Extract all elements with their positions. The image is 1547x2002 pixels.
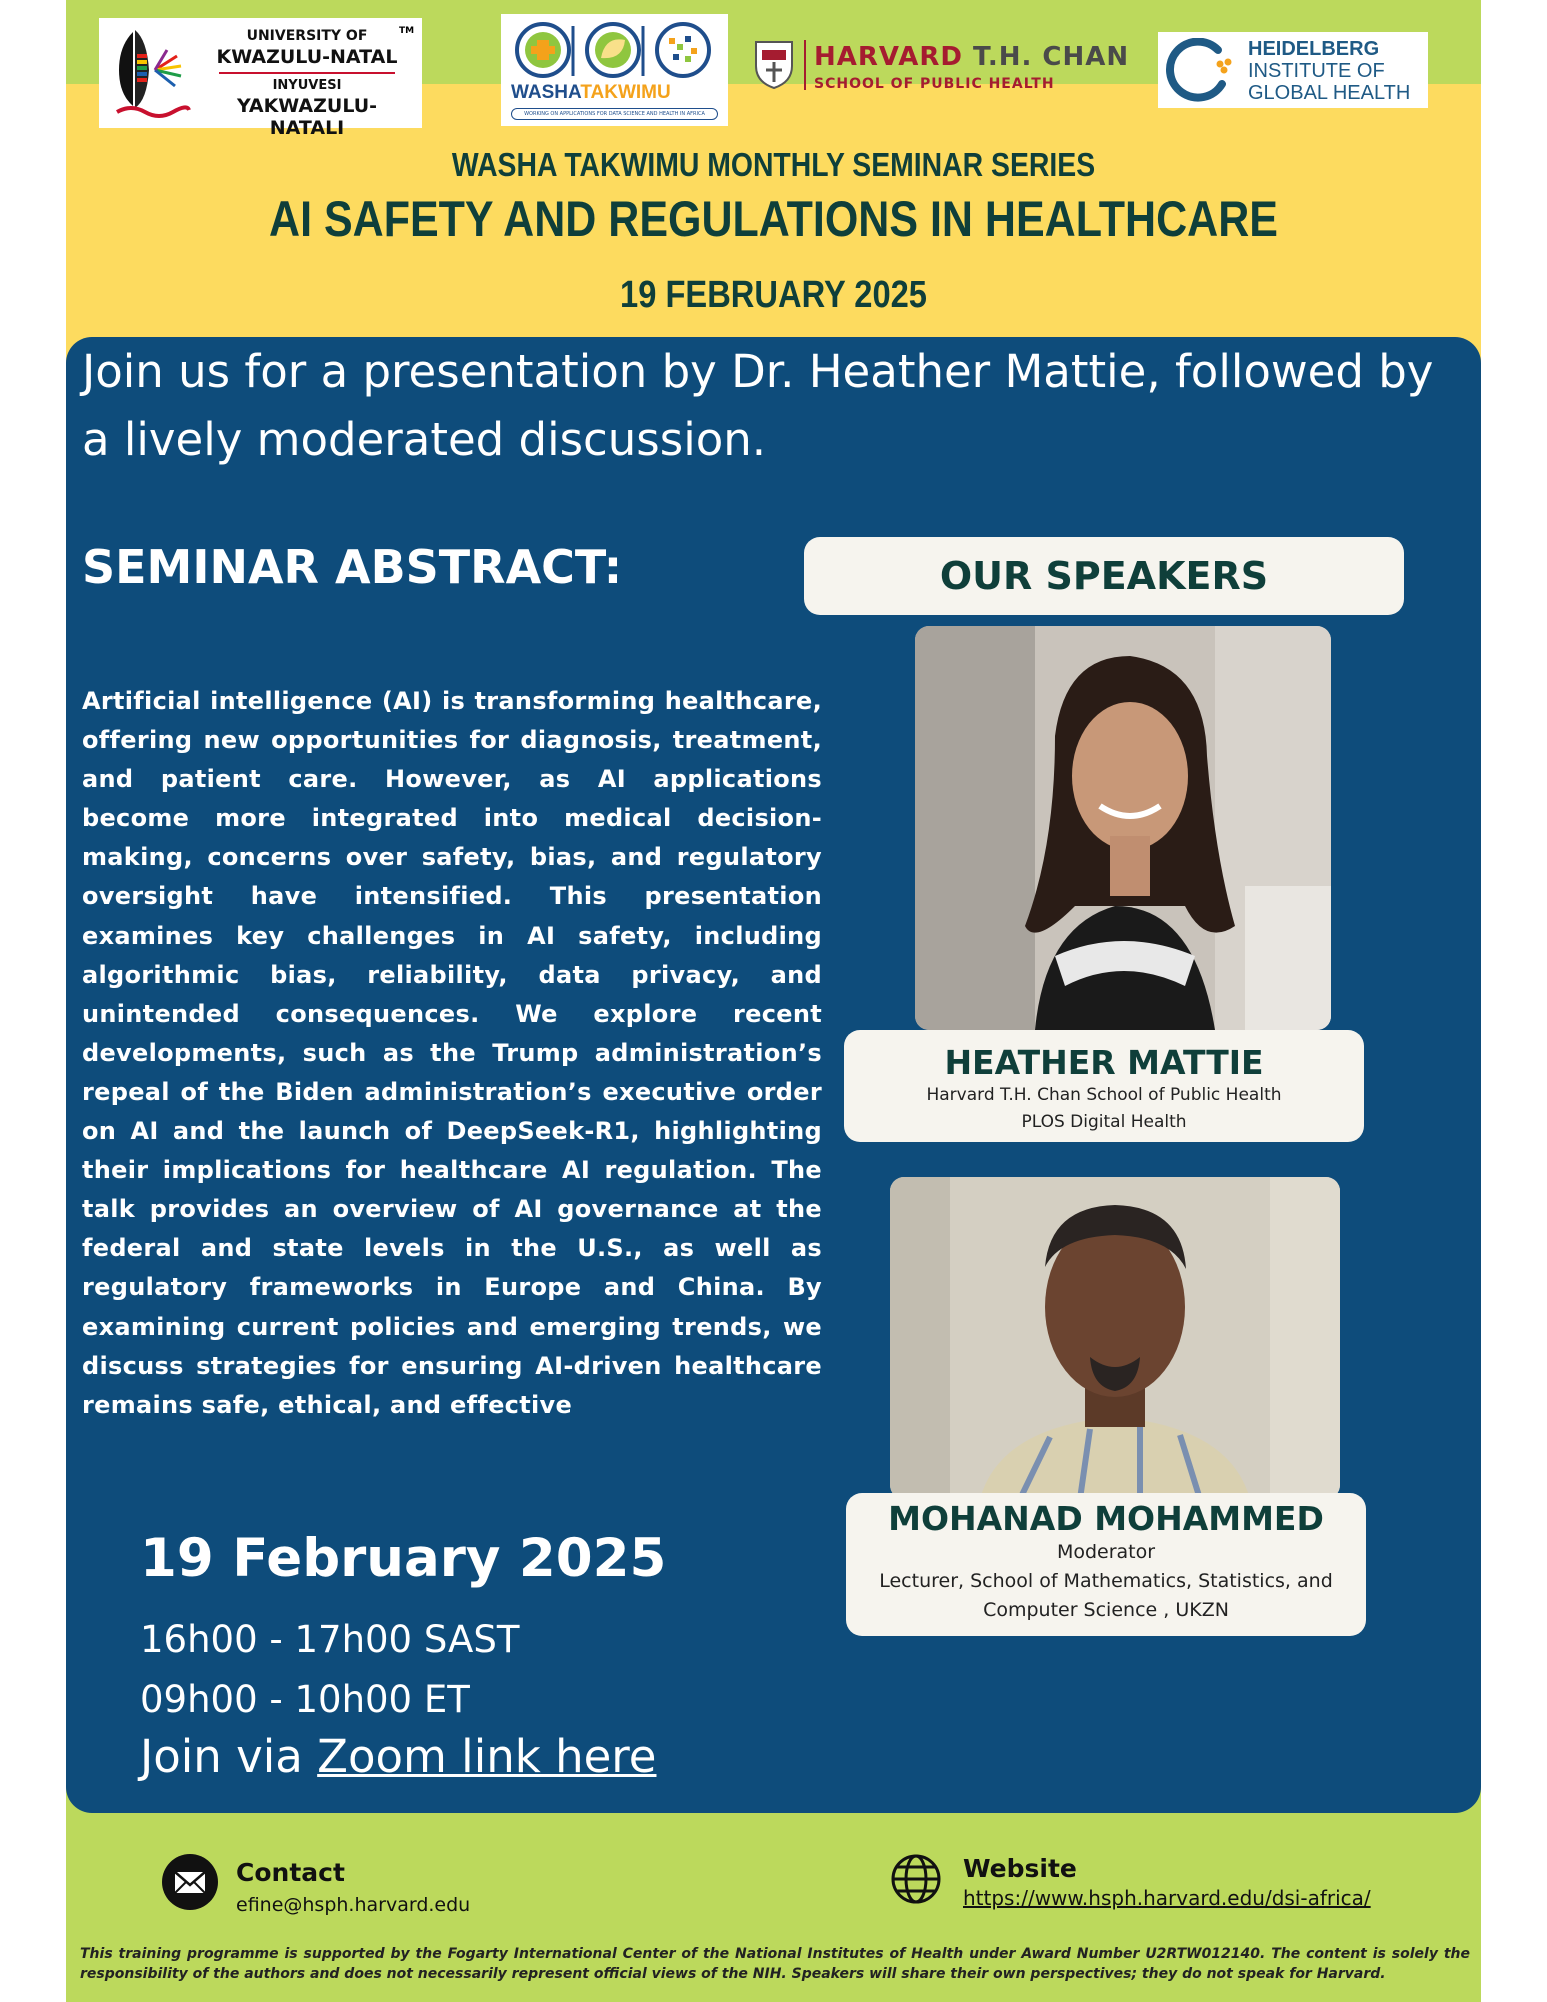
speaker-card-mohanad — [846, 1493, 1366, 1636]
speaker-affiliation: Computer Science , UKZN — [983, 1599, 1229, 1621]
join-prefix: Join via — [140, 1730, 318, 1783]
zoom-link[interactable]: Zoom link here — [317, 1730, 657, 1783]
speaker-name: HEATHER MATTIE — [944, 1043, 1264, 1082]
harvard-logo — [754, 40, 1130, 100]
heidelberg-line3: GLOBAL HEALTH — [1248, 82, 1411, 104]
harvard-subtitle: SCHOOL OF PUBLIC HEALTH — [814, 76, 1055, 92]
speaker-affiliation: Lecturer, School of Mathematics, Statistics, and — [879, 1570, 1333, 1592]
ukzn-logo — [99, 18, 422, 139]
series-title: WASHA TAKWIMU MONTHLY SEMINAR SERIES — [451, 146, 1096, 183]
speaker-affiliation: Harvard T.H. Chan School of Public Health — [926, 1085, 1282, 1105]
event-time-sast: 16h00 - 17h00 SAST — [140, 1618, 520, 1661]
ukzn-line4: YAKWAZULU-NATALI — [236, 95, 378, 139]
globe-icon — [889, 1852, 943, 1906]
contact-email[interactable]: efine@hsph.harvard.edu — [236, 1894, 471, 1916]
speaker-photo-mohanad — [890, 1177, 1340, 1499]
join-line — [140, 1730, 656, 1783]
portrait-woman-icon — [915, 626, 1331, 1030]
heidelberg-line2: INSTITUTE OF — [1248, 60, 1385, 82]
heidelberg-line1: HEIDELBERG — [1248, 38, 1380, 60]
harvard-shield-icon — [754, 40, 794, 90]
harvard-name-part1: HARVARD — [814, 42, 963, 72]
seminar-date-heading: 19 FEBRUARY 2025 — [620, 274, 927, 316]
harvard-name-part2: T.H. CHAN — [962, 42, 1130, 72]
speaker-card-heather — [844, 1030, 1364, 1142]
seminar-title: AI SAFETY AND REGULATIONS IN HEALTHCARE — [269, 191, 1278, 247]
ukzn-line2: KWAZULU-NATAL — [216, 46, 398, 68]
washa-takwimu-logo — [501, 14, 728, 126]
seminar-poster — [66, 0, 1481, 2002]
intro-text: Join us for a presentation by Dr. Heather Mattie, followed by a lively moderated discussion. — [82, 345, 1434, 466]
speakers-heading: OUR SPEAKERS — [804, 537, 1404, 615]
website-label: Website — [963, 1854, 1077, 1883]
funding-disclaimer: This training programme is supported by the Fogarty International Center of the National Institutes of Health under Award Number U2RTW012140. The content is solely the responsibility of the authors and does not necessarily represent official views of the NIH. Speakers will share their own perspectives; they do not speak for Harvard. — [80, 1946, 1470, 1982]
speaker-affiliation: PLOS Digital Health — [1021, 1112, 1187, 1132]
washa-emblem-icon — [501, 14, 728, 82]
envelope-icon — [162, 1854, 218, 1910]
abstract-body: Artificial intelligence (AI) is transforming healthcare, offering new opportunities for diagnosis, treatment, and patient care. However, as AI applications become more integrated into medical decision-making, concerns over safety, bias, and regulatory oversight have intensified. This presentation examines key challenges in AI safety, including algorithmic bias, reliability, data privacy, and unintended consequences. We explore recent developments, such as the Trump administration’s repeal of the Biden administration’s executive order on AI and the launch of DeepSeek-R1, highlighting their implications for healthcare AI regulation. The talk provides an overview of AI governance at the federal and state levels in the U.S., as well as regulatory frameworks in Europe and China. By examining current policies and emerging trends, we discuss strategies for ensuring AI-driven healthcare remains safe, ethical, and effective — [82, 687, 822, 1419]
contact-label: Contact — [236, 1858, 345, 1887]
speaker-role: Moderator — [1056, 1541, 1156, 1563]
ukzn-divider — [219, 72, 395, 74]
ukzn-trademark: TM — [399, 26, 415, 36]
harvard-name — [814, 42, 1129, 72]
event-time-et: 09h00 - 10h00 ET — [140, 1678, 470, 1721]
speaker-photo-heather — [915, 626, 1331, 1030]
website-link[interactable]: https://www.hsph.harvard.edu/dsi-africa/ — [963, 1886, 1371, 1910]
ukzn-line1: UNIVERSITY OF — [246, 28, 368, 44]
washa-word1: WASHA — [511, 82, 581, 103]
ukzn-emblem-icon — [111, 26, 191, 120]
event-date: 19 February 2025 — [140, 1528, 667, 1589]
portrait-man-icon — [890, 1177, 1340, 1499]
washa-tagline: WORKING ON APPLICATIONS FOR DATA SCIENCE AND HEALTH IN AFRICA — [511, 108, 718, 120]
speaker-name: MOHANAD MOHAMMED — [888, 1499, 1324, 1538]
harvard-divider — [804, 40, 806, 90]
washa-wordmark — [511, 82, 671, 104]
washa-word2: TAKWIMU — [580, 82, 671, 103]
heidelberg-emblem-icon — [1162, 38, 1242, 104]
heidelberg-logo — [1158, 32, 1428, 108]
ukzn-line3: INYUVESI — [272, 78, 342, 93]
abstract-heading: SEMINAR ABSTRACT: — [82, 540, 623, 594]
